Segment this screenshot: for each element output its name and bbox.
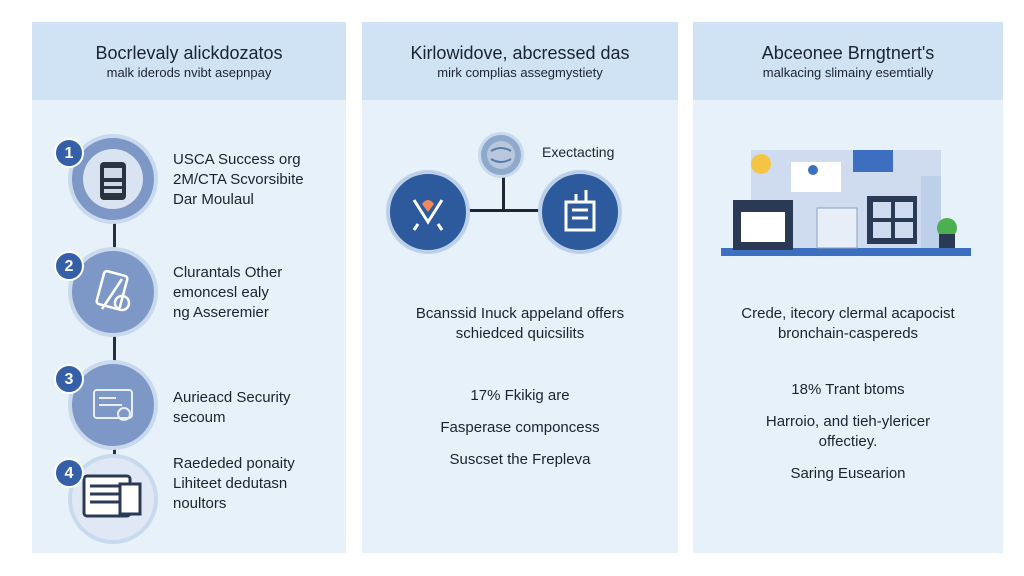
- description-block: [362, 304, 678, 344]
- document-node: [538, 170, 622, 254]
- step-text: [173, 454, 343, 514]
- globe-icon: [481, 135, 521, 175]
- stat-line: Saring Eusearion: [790, 465, 906, 482]
- stat-line: 17% Fkikig are: [470, 387, 570, 404]
- step-line: Dar Moulaul: [173, 191, 254, 208]
- globe-node: [478, 132, 524, 178]
- desc-line: schiedced quicsilits: [455, 325, 585, 342]
- step-number: 3: [54, 364, 84, 394]
- step-line: 2M/CTA Scvorsibite: [173, 171, 304, 188]
- description-block: [693, 304, 1003, 344]
- panel-header: [693, 22, 1003, 100]
- step-line: emoncesl ealy: [173, 284, 269, 301]
- panel-title: Abceonee Brngtnert's: [761, 43, 935, 63]
- step-line: USCA Success org: [173, 151, 301, 168]
- step-line: Clurantals Other: [173, 264, 283, 281]
- desc-line: Bcanssid Inuck appeland offers: [415, 305, 625, 322]
- device-icon: [72, 138, 154, 220]
- step-number: 2: [54, 251, 84, 281]
- panel-header: [362, 22, 678, 100]
- panel-title: Kirlowidove, abcressed das: [410, 43, 630, 63]
- stat-line: Suscset the Frepleva: [449, 451, 591, 468]
- step-line: noultors: [173, 495, 227, 512]
- desc-line: bronchain-caspereds: [777, 325, 919, 342]
- stat-line: Harroio, and tieh-ylericer: [765, 413, 931, 430]
- step-line: Lihiteet dedutasn: [173, 475, 288, 492]
- shield-heart-icon: [390, 174, 466, 250]
- step-line: Raededed ponaity: [173, 455, 295, 472]
- panel-diagram: [362, 22, 678, 553]
- desc-line: Crede, itecory clermal acapocist: [741, 305, 955, 322]
- diagram-label: Exectacting: [542, 144, 615, 160]
- step-text: [173, 388, 343, 428]
- step-4: [32, 454, 346, 554]
- pen-tablet-icon: [72, 251, 154, 333]
- step-line: secoum: [173, 409, 226, 426]
- step-text: [173, 150, 343, 210]
- monitor-icon: [72, 458, 154, 540]
- step-line: ng Asseremier: [173, 304, 269, 321]
- office-illustration-icon: [721, 130, 971, 280]
- step-number: 1: [54, 138, 84, 168]
- panel-subtitle: malk iderods nvibt asepnpay: [106, 65, 272, 80]
- panel-title: Bocrlevaly alickdozatos: [95, 43, 283, 63]
- panel-illustration: [693, 22, 1003, 553]
- panel-subtitle: mirk complias assegmystiety: [437, 65, 603, 80]
- stat-line: 18% Trant btoms: [791, 381, 905, 398]
- step-text: [173, 263, 343, 323]
- document-icon: [542, 174, 618, 250]
- stat-line: Fasperase componcess: [440, 419, 600, 436]
- panel-subtitle: malkacing slimainy esemtially: [762, 65, 934, 80]
- stats-block: [362, 380, 678, 476]
- step-3: [32, 360, 346, 460]
- stat-line: offectiey.: [818, 433, 878, 450]
- step-line: Aurieacd Security: [173, 389, 291, 406]
- shield-node: [386, 170, 470, 254]
- stats-block: [693, 380, 1003, 484]
- step-1: [32, 134, 346, 234]
- security-screen-icon: [72, 364, 154, 446]
- panel-steps: [32, 22, 346, 553]
- step-number: 4: [54, 458, 84, 488]
- panel-header: [32, 22, 346, 100]
- step-2: [32, 247, 346, 347]
